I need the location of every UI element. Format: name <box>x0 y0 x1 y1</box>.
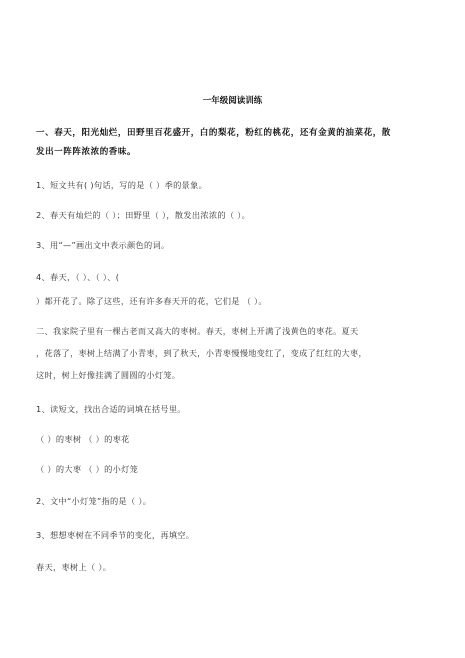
question-1-1: 1、短文共有( )句话，写的是（ ）季的景象。 <box>36 180 208 190</box>
question-1-4-line-1: 4、春天，（ ）、（ ）、( <box>36 272 120 282</box>
question-1-3: 3、用“—”画出文中表示颜色的词。 <box>36 240 170 250</box>
question-1-4-line-2: ）都开花了。除了这些，还有许多春天开的花，它们是 （ ）。 <box>36 296 267 306</box>
passage-one-line-2: 发出一阵阵浓浓的香味。 <box>36 147 137 157</box>
question-2-2: 2、文中“小灯笼”指的是（ ）。 <box>36 496 152 506</box>
document-title: 一年级阅读训练 <box>202 96 263 106</box>
question-2-3: 3、想想枣树在不同季节的变化，再填空。 <box>36 530 195 540</box>
question-2-1: 1、读短文，找出合适的词填在括号里。 <box>36 404 186 414</box>
passage-two-line-2: ，花落了，枣树上结满了小青枣，到了秋天，小青枣慢慢地变红了，变成了红红的大枣， <box>36 348 368 358</box>
question-1-2: 2、春天有灿烂的（ ）；田野里（ ），散发出浓浓的（ ）。 <box>36 210 251 220</box>
passage-two-line-1: 二、我家院子里有一棵古老而又高大的枣树。春天，枣树上开满了浅黄色的枣花。夏天 <box>36 326 359 336</box>
passage-one-line-1: 一、春天，阳光灿烂，田野里百花盛开，白的梨花，粉红的桃花，还有金黄的油菜花，散 <box>36 128 391 138</box>
passage-two-line-3: 这时，树上好像挂满了圆圆的小灯笼。 <box>36 370 181 380</box>
question-2-1-row-1: （ ）的枣树 （ ）的枣花 <box>36 434 130 444</box>
question-2-3-line: 春天，枣树上（ ）。 <box>36 562 112 572</box>
question-2-1-row-2: （ ）的大枣 （ ）的小灯笼 <box>36 464 139 474</box>
